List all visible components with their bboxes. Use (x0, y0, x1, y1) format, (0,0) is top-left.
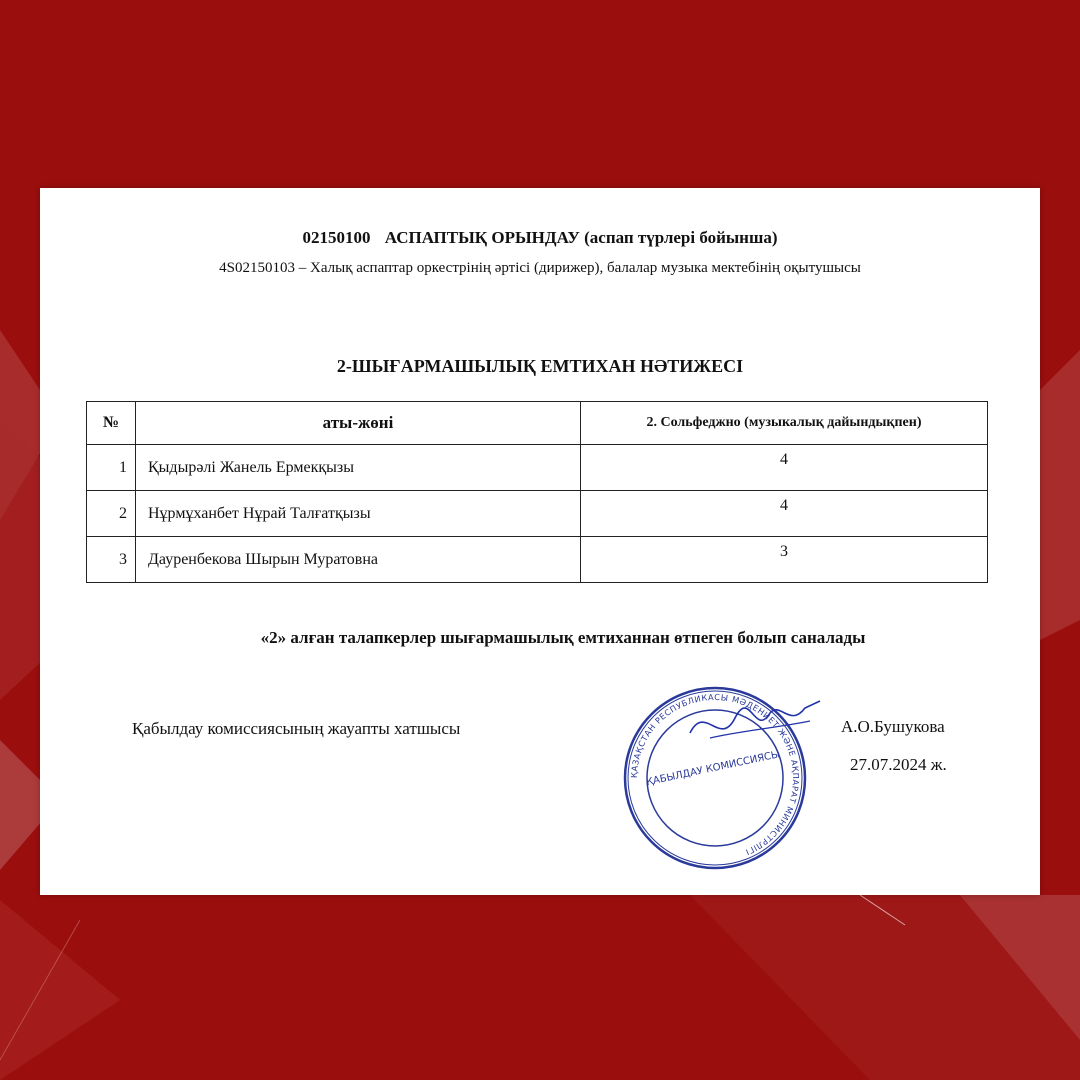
row-number: 3 (87, 537, 136, 583)
column-header-grade: 2. Сольфеджно (музыкалық дайындықпен) (581, 402, 988, 445)
column-header-number: № (87, 402, 136, 445)
row-number: 2 (87, 491, 136, 537)
table-row (87, 537, 988, 583)
column-header-name: аты-жөні (136, 402, 581, 445)
signatory-name: А.О.Бушукова (841, 717, 945, 736)
table-row (87, 491, 988, 537)
row-number: 1 (87, 445, 136, 491)
applicant-name: Нұрмұханбет Нұрай Талғатқызы (136, 491, 581, 537)
document-sheet (40, 188, 1040, 895)
applicant-name: Дауренбекова Шырын Муратовна (136, 537, 581, 583)
grade-value: 4 (581, 491, 988, 537)
signatory-role: Қабылдау комиссиясының жауапты хатшысы (132, 719, 461, 738)
table-header-row (87, 402, 988, 445)
grade-value: 4 (581, 445, 988, 491)
specialty-name: АСПАПТЫҚ ОРЫНДАУ (аспап түрлері бойынша) (384, 228, 778, 247)
specialty-heading (40, 228, 1040, 248)
stamp-outer-text: ҚАЗАҚСТАН РЕСПУБЛИКАСЫ МӘДЕНИЕТ ЖӘНЕ АҚПАРАТ МИНИСТРЛІГІ (628, 691, 802, 858)
results-table (86, 401, 988, 583)
signature-date: 27.07.2024 ж. (850, 755, 947, 774)
applicant-name: Қыдырәлі Жанель Ермекқызы (136, 445, 581, 491)
specialty-code: 02150100 (302, 228, 371, 247)
result-note: «2» алған талапкерлер шығармашылық емтиханнан өтпеген болып саналады (260, 628, 866, 647)
grade-value: 3 (581, 537, 988, 583)
table-row (87, 445, 988, 491)
document-title: 2-ШЫҒАРМАШЫЛЫҚ ЕМТИХАН НӘТИЖЕСІ (336, 356, 744, 376)
handwritten-signature (680, 693, 830, 753)
qualification-line: 4S02150103 – Халық аспаптар оркестрінің әртісі (дирижер), балалар музыка мектебінің оқытушысы (219, 260, 861, 276)
stamp-inner-text: ҚАБЫЛДАУ КОМИССИЯСЫ (645, 749, 781, 789)
